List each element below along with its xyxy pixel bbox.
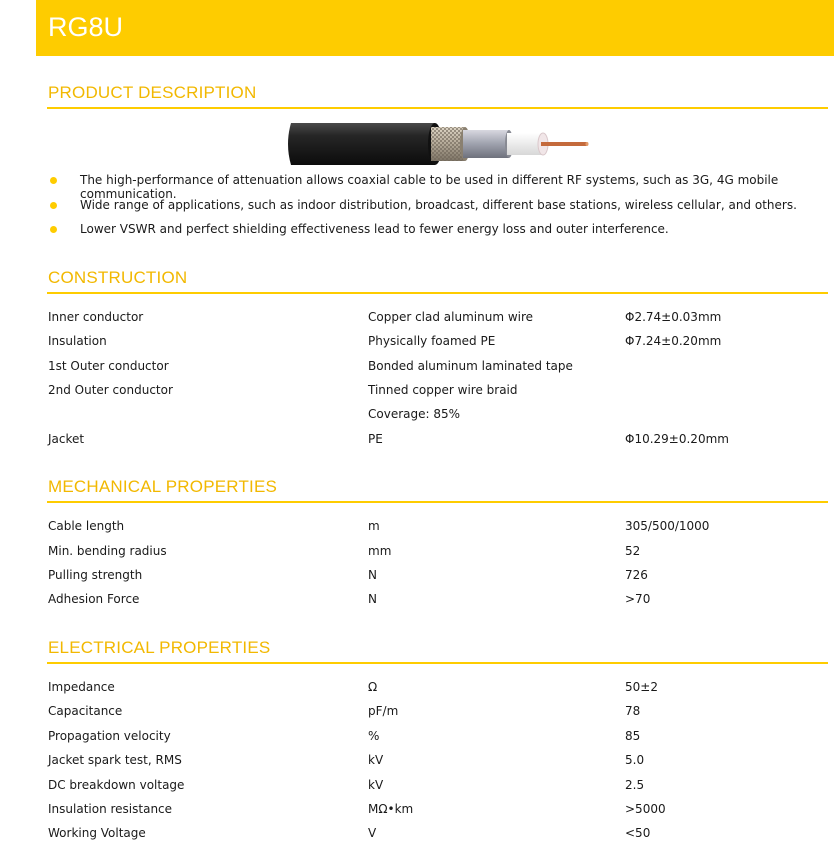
section-title: PRODUCT DESCRIPTION xyxy=(48,83,257,102)
table-row: Pulling strength N 726 xyxy=(48,568,648,582)
section-title: CONSTRUCTION xyxy=(48,268,188,287)
cable-inner-conductor xyxy=(541,142,587,146)
table-row: DC breakdown voltage kV 2.5 xyxy=(48,778,645,792)
table-row: Jacket spark test, RMS kV 5.0 xyxy=(48,753,645,767)
table-row: Inner conductor Copper clad aluminum wire Φ2.74±0.03mm xyxy=(48,310,722,324)
table-row: Jacket PE Φ10.29±0.20mm xyxy=(48,432,729,446)
bullet-icon xyxy=(50,177,57,184)
section-header-mechanical xyxy=(47,477,828,503)
section-header-construction xyxy=(47,268,828,294)
table-row: Coverage: 85% xyxy=(368,407,461,421)
section-title: MECHANICAL PROPERTIES xyxy=(48,477,278,496)
table-row: Insulation Physically foamed PE Φ7.24±0.20mm xyxy=(48,334,722,348)
table-row: Working Voltage V <50 xyxy=(48,826,651,840)
section-title: ELECTRICAL PROPERTIES xyxy=(48,638,271,657)
cable-foil xyxy=(463,130,509,158)
table-row: Cable length m 305/500/1000 xyxy=(48,519,710,533)
coaxial-cable-image xyxy=(285,121,590,167)
table-row: Capacitance pF/m 78 xyxy=(48,704,641,718)
bullet-icon xyxy=(50,202,57,209)
cable-jacket xyxy=(288,123,435,165)
table-row: Adhesion Force N >70 xyxy=(48,592,651,606)
list-item: Lower VSWR and perfect shielding effectiveness lead to fewer energy loss and outer interference. xyxy=(48,222,828,242)
table-row: Propagation velocity % 85 xyxy=(48,729,641,743)
list-item: Wide range of applications, such as indoor distribution, broadcast, different base stations, wireless cellular, and others. xyxy=(48,198,828,218)
bullet-icon xyxy=(50,226,57,233)
list-item: The high-performance of attenuation allows coaxial cable to be used in different RF systems, such as 3G, 4G mobile communication. xyxy=(48,173,828,193)
title-bar xyxy=(36,0,834,56)
table-row: Insulation resistance MΩ•km >5000 xyxy=(48,802,666,816)
section-header-description xyxy=(47,83,828,109)
section-header-electrical xyxy=(47,638,828,664)
table-row: 2nd Outer conductor Tinned copper wire braid xyxy=(48,383,518,397)
table-row: 1st Outer conductor Bonded aluminum laminated tape xyxy=(48,359,573,373)
table-row: Impedance Ω 50±2 xyxy=(48,680,658,694)
table-row: Min. bending radius mm 52 xyxy=(48,544,641,558)
page-title: RG8U xyxy=(48,12,124,42)
